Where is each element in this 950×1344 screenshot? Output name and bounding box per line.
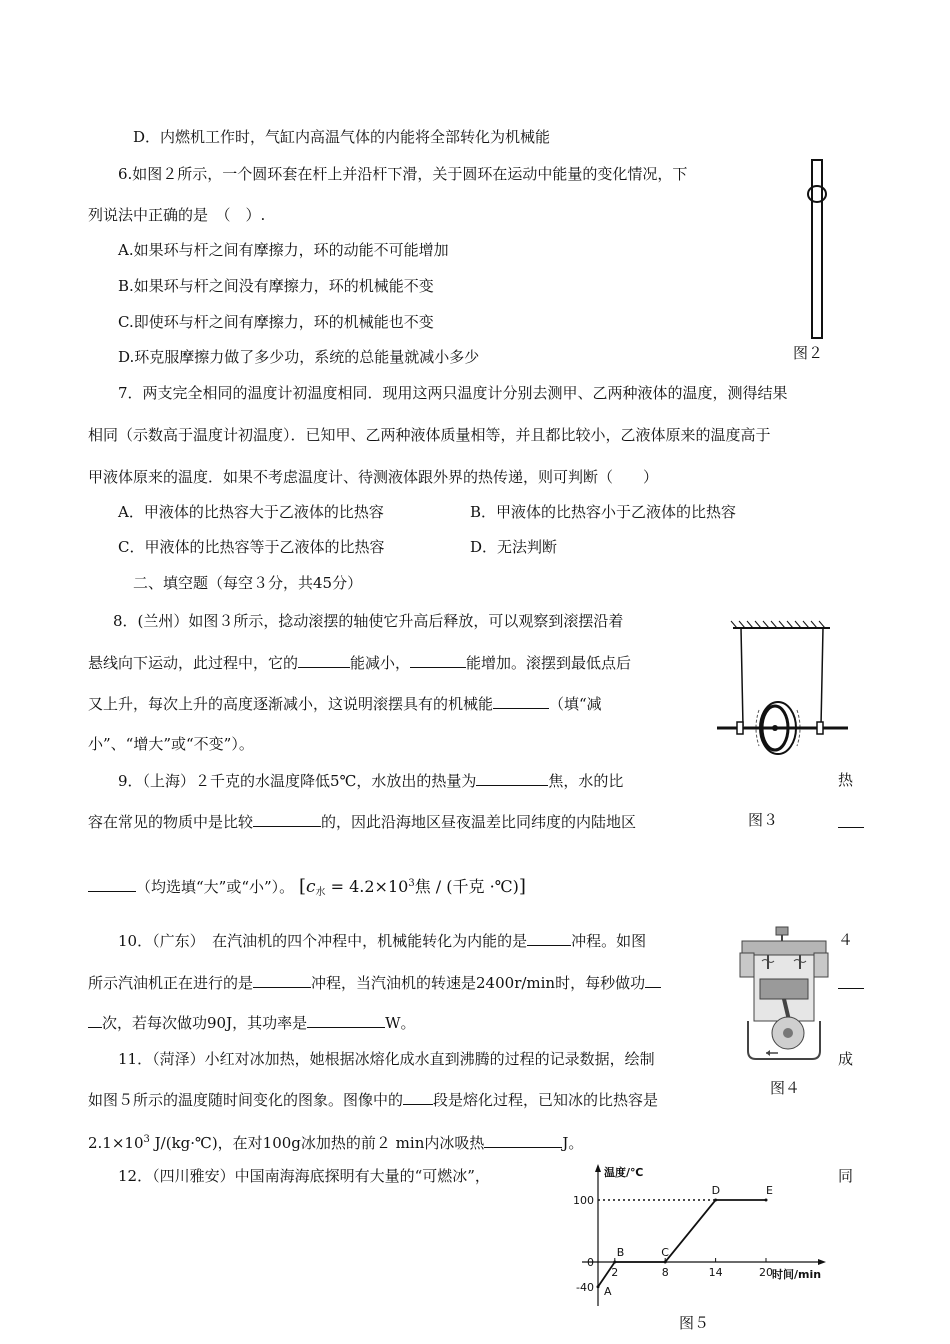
q8-line2 (88, 652, 631, 673)
q6-option-c: C.即使环与杆之间有摩擦力，环的机械能也不变 (118, 313, 434, 331)
q6-option-a: A.如果环与杆之间有摩擦力，环的动能不可能增加 (118, 241, 449, 259)
q8-line3-part2: （填“减 (549, 695, 602, 713)
q11-line2 (88, 1089, 658, 1110)
figure-4-caption: 图４ (770, 1079, 801, 1097)
figure-2-rod-ring (800, 157, 840, 342)
q8-line2-part3: 能增加。滚摆到最低点后 (466, 654, 632, 672)
q9-blank-1[interactable] (476, 770, 548, 786)
section-2-title: 二、填空题（每空３分，共45分） (133, 574, 363, 592)
q9-line1-part1: 9．（上海）２千克的水温度降低5℃，水放出的热量为 (118, 772, 477, 790)
q6-option-b: B.如果环与杆之间没有摩擦力，环的机械能不变 (118, 277, 434, 295)
q12-line1-end: 同 (838, 1167, 854, 1185)
q6-stem-line2: 列说法中正确的是 （ ）. (88, 206, 266, 224)
q10-line1-part1: 10．（广东） 在汽油机的四个冲程中，机械能转化为内能的是 (118, 932, 528, 950)
data-point (765, 1199, 768, 1202)
data-point (597, 1285, 600, 1288)
y-tick-label: -40 (576, 1280, 594, 1294)
q8-blank-2[interactable] (410, 652, 466, 668)
q9-blank-3-end[interactable] (88, 876, 136, 892)
y-axis-arrow (595, 1164, 601, 1172)
q10-blank-3-start[interactable] (645, 972, 661, 988)
q9-line2 (88, 811, 636, 832)
figure-2-caption: 图２ (793, 344, 824, 362)
figure-3-maxwell-pendulum (715, 618, 850, 758)
q10-line1-end: ４ (838, 931, 854, 949)
point-label: A (604, 1284, 612, 1298)
q11-line3-part1: 2.1×10 (88, 1134, 144, 1152)
data-point (664, 1261, 667, 1264)
q9-line2-part2: 的，因此沿海地区昼夜温差比同纬度的内陆地区 (321, 813, 637, 831)
q10-blank-3-end[interactable] (88, 1012, 102, 1028)
q11-blank-1[interactable] (403, 1089, 433, 1105)
q11-line1-end: 成 (838, 1050, 854, 1068)
q8-line1: 8．(兰州）如图３所示，捻动滚摆的轴使它升高后释放，可以观察到滚摆沿着 (113, 612, 624, 630)
q9-line1-part2: 焦，水的比 (548, 772, 624, 790)
q11-line3 (88, 1130, 583, 1153)
q7-stem-line1: 7．两支完全相同的温度计初温度相同．现用这两只温度计分别去测甲、乙两种液体的温度，测得结果 (118, 384, 788, 402)
q8-line2-part2: 能减小， (350, 654, 411, 672)
q8-line3-part1: 又上升，每次上升的高度逐渐减小，这说明滚摆具有的机械能 (88, 695, 494, 713)
q11-line1: 11．（菏泽）小红对冰加热，她根据冰熔化成水直到沸腾的过程的记录数据，绘制 (118, 1050, 655, 1068)
q7-option-b: B．甲液体的比热容小于乙液体的比热容 (470, 503, 737, 521)
q8-line4: 小”、“增大”或“不变”）。 (88, 735, 254, 753)
q8-line3 (88, 693, 602, 714)
point-label: C (661, 1246, 669, 1259)
y-tick-label: 100 (573, 1194, 594, 1207)
q9-blank-3-start[interactable] (838, 812, 864, 828)
data-point (613, 1261, 616, 1264)
x-tick-label: 20 (759, 1266, 773, 1279)
q12-line1: 12．（四川雅安）中国南海海底探明有大量的“可燃冰”， (118, 1167, 490, 1185)
point-label: B (616, 1246, 625, 1259)
q9-line2-part1: 容在常见的物质中是比较 (88, 813, 254, 831)
y-tick-label: 0 (587, 1256, 594, 1269)
q9-line1-end: 热 (838, 771, 854, 789)
q10-line3-part2: W。 (385, 1014, 416, 1032)
q7-stem-line2: 相同（示数高于温度计初温度）．已知甲、乙两种液体质量相等，并且都比较小，乙液体原来的温度高于 (88, 426, 771, 444)
x-axis-label: 时间/min (772, 1268, 822, 1281)
formula-bracket-open: [ (298, 876, 306, 897)
q9-line3-part1: （均选填“大”或“小”）。 (136, 878, 295, 896)
q6-stem-line1: 6.如图２所示，一个圆环套在杆上并沿杆下滑，关于圆环在运动中能量的变化情况，下 (118, 165, 688, 183)
q9-blank-2[interactable] (253, 811, 321, 827)
q11-exponent: 3 (143, 1134, 150, 1145)
q7-stem-line3: 甲液体原来的温度．如果不考虑温度计、待测液体跟外界的热传递，则可判断（ ） (88, 468, 659, 486)
q10-line3 (88, 1012, 416, 1033)
q10-blank-4[interactable] (307, 1012, 385, 1028)
q10-blank-2[interactable] (253, 972, 311, 988)
x-tick-label: 2 (611, 1266, 619, 1279)
figure-5-caption: 图５ (679, 1314, 710, 1332)
q8-line2-part1: 悬线向下运动，此过程中，它的 (88, 654, 299, 672)
q10-line2-part2: 冲程，当汽油机的转速是2400r/min时，每秒做功 (311, 974, 646, 992)
formula-sub: 水 (315, 887, 326, 898)
q9-line1 (118, 770, 623, 791)
x-axis-arrow (818, 1259, 826, 1265)
q11-blank-2[interactable] (484, 1132, 562, 1148)
q10-line2 (88, 972, 661, 993)
q10-line1 (118, 930, 646, 951)
q7-option-d: D．无法判断 (470, 538, 558, 556)
point-label: D (711, 1184, 721, 1197)
q9-line3 (88, 874, 526, 903)
q7-option-a: A．甲液体的比热容大于乙液体的比热容 (118, 503, 384, 521)
q11-line2-part2: 段是熔化过程，已知冰的比热容是 (433, 1091, 659, 1109)
temperature-series-line (598, 1200, 766, 1287)
q11-line2-part1: 如图５所示的温度随时间变化的图象。图像中的 (88, 1091, 404, 1109)
q11-line3-part2: J/(kg·℃)，在对100g冰加热的前２ min内冰吸热 (149, 1134, 485, 1152)
q5-option-d: D．内燃机工作时，气缸内高温气体的内能将全部转化为机械能 (133, 128, 551, 146)
point-label: E (766, 1184, 773, 1197)
q10-line3-part1: 次，若每次做功90J，其功率是 (102, 1014, 308, 1032)
q6-option-d: D.环克服摩擦力做了多少功，系统的总能量就减小多少 (118, 348, 480, 366)
formula-unit: 焦 / (千克 ·℃) (414, 877, 519, 896)
q7-option-c: C．甲液体的比热容等于乙液体的比热容 (118, 538, 385, 556)
q11-line3-part3: J。 (562, 1134, 584, 1152)
q8-blank-1[interactable] (298, 652, 350, 668)
formula-value: = 4.2×10 (325, 877, 409, 896)
formula-bracket-close: ] (518, 876, 526, 897)
q8-blank-3[interactable] (493, 693, 549, 709)
data-point (714, 1199, 717, 1202)
x-tick-label: 14 (708, 1266, 723, 1279)
figure-5-temperature-chart (560, 1160, 830, 1320)
y-axis-label: 温度/℃ (604, 1166, 644, 1179)
q10-blank-3-mid[interactable] (838, 973, 864, 989)
figure-4-engine-cylinder (738, 925, 830, 1063)
q10-blank-1[interactable] (527, 930, 571, 946)
formula-exponent: 3 (408, 878, 415, 889)
q10-line1-part2: 冲程。如图 (571, 932, 647, 950)
figure-3-caption: 图３ (748, 811, 779, 829)
formula-c: c (306, 877, 316, 897)
q10-line2-part1: 所示汽油机正在进行的是 (88, 974, 254, 992)
x-tick-label: 8 (661, 1266, 669, 1279)
